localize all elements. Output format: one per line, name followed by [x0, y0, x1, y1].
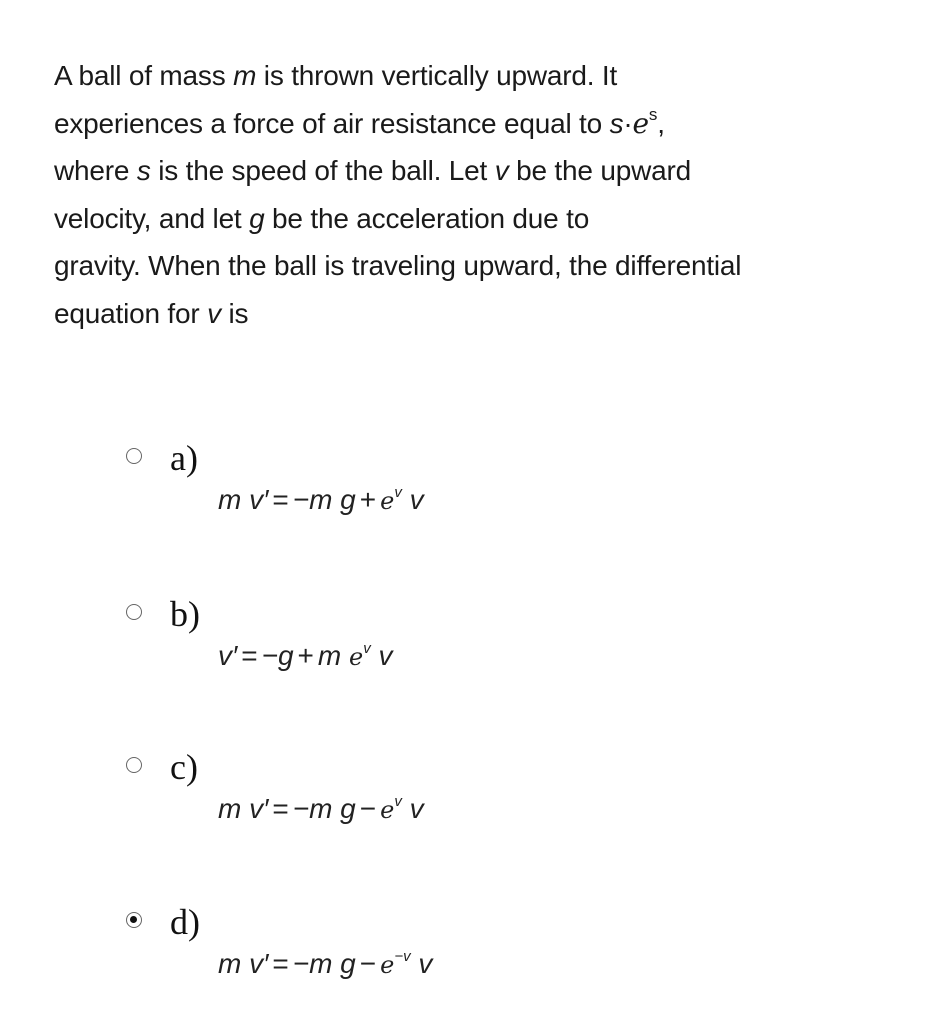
question-line-5: gravity. When the ball is traveling upward, the differential	[54, 250, 742, 281]
question-line-1: A ball of mass m is thrown vertically upward. It	[54, 60, 618, 91]
option-formula-b: v′ = −g + m $e^v$ v	[218, 640, 393, 671]
question-line-6: equation for v is	[54, 297, 249, 329]
option-formula-d: m v′ = −m $g - e^{-v}$ v	[218, 948, 433, 979]
option-letter-d: d)	[170, 902, 200, 942]
radio-option-d[interactable]	[126, 912, 142, 928]
question-line-4: velocity, and let g be the acceleration due to	[54, 202, 590, 234]
radio-option-a[interactable]	[126, 448, 142, 464]
option-letter-c: c)	[170, 747, 198, 787]
question-line-2: experiences a force of air resistance equal to $s\cdot e^s$,	[54, 104, 665, 140]
option-formula-c: m v′ = −m $g - e^v$ v	[218, 793, 424, 824]
option-letter-b: b)	[170, 594, 200, 634]
option-letter-a: a)	[170, 438, 198, 478]
question-text	[54, 52, 904, 337]
radio-option-b[interactable]	[126, 604, 142, 620]
question-line-3: where s is the speed of the ball. Let v be the upward	[54, 155, 691, 186]
option-formula-a: m v′ = −m $g + e^v$ v	[218, 484, 424, 515]
radio-option-c[interactable]	[126, 757, 142, 773]
